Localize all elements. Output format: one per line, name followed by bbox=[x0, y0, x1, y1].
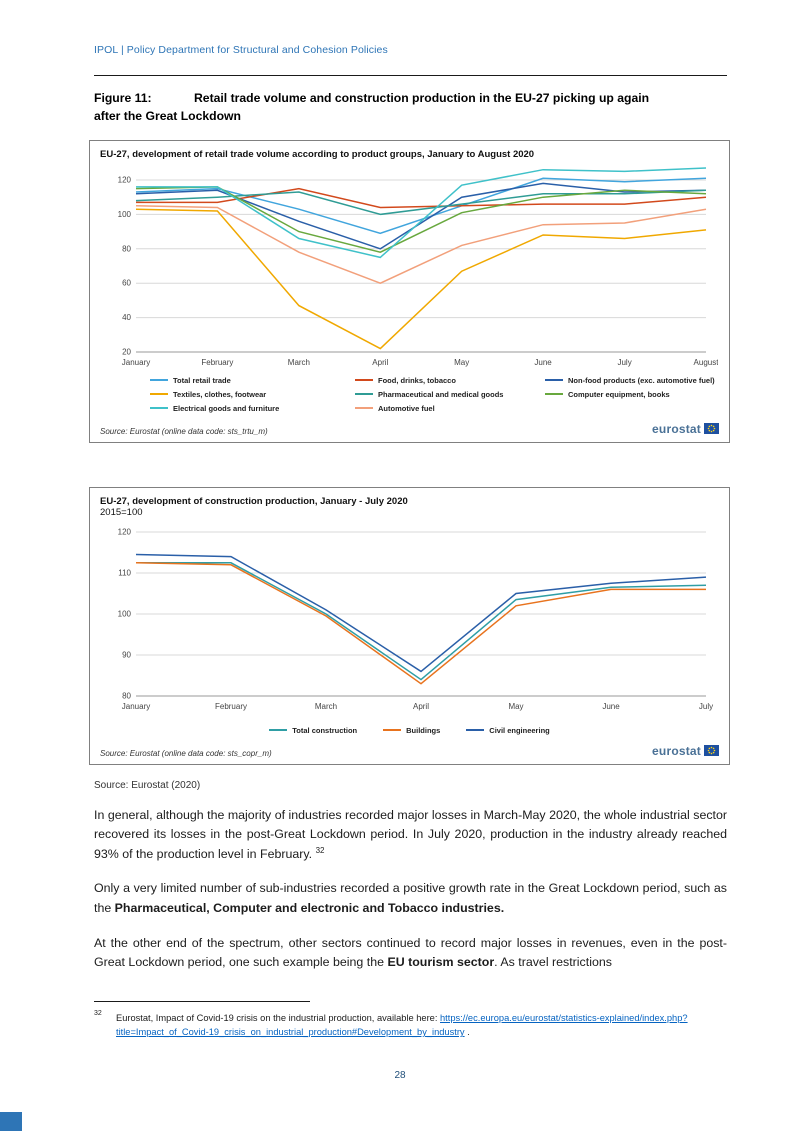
y-tick-label: 100 bbox=[117, 209, 131, 219]
legend-item bbox=[355, 404, 545, 413]
y-tick-label: 120 bbox=[117, 175, 131, 185]
x-tick-label: March bbox=[287, 357, 311, 367]
figure-source-note: Source: Eurostat (2020) bbox=[94, 779, 201, 791]
footnote-body: Eurostat, Impact of Covid-19 crisis on the industrial production, available here: bbox=[116, 1012, 441, 1023]
legend-swatch bbox=[269, 729, 287, 731]
legend-label: Textiles, clothes, footwear bbox=[173, 389, 267, 399]
y-tick-label: 90 bbox=[122, 650, 131, 660]
paragraph-3-end: . As travel restrictions bbox=[494, 955, 612, 970]
legend-swatch bbox=[466, 729, 484, 731]
series-line bbox=[136, 554, 706, 671]
paragraph-3-text: At the other end of the spectrum, other sectors continued to record major losses in revenues, even in the post-Great Lockdown period, one such example being the bbox=[94, 935, 727, 970]
legend-item bbox=[355, 390, 545, 399]
y-tick-label: 80 bbox=[122, 691, 131, 701]
legend-item bbox=[466, 726, 549, 735]
footnote-after: . bbox=[464, 1027, 470, 1038]
construction-plot bbox=[100, 522, 718, 718]
legend-item bbox=[383, 726, 440, 735]
x-tick-label: January bbox=[121, 701, 151, 711]
footnote-section bbox=[94, 1001, 727, 1040]
legend-label: Total construction bbox=[292, 725, 358, 735]
footnote-marker: 32 bbox=[94, 1009, 102, 1017]
paragraph-2-text: Only a very limited number of sub-industries recorded a positive growth rate in the Great Lockdown period, such as the bbox=[94, 881, 727, 915]
x-tick-label: April bbox=[372, 357, 389, 367]
legend-label: Automotive fuel bbox=[378, 403, 435, 413]
x-tick-label: July bbox=[698, 701, 714, 711]
retail-chart-footer bbox=[100, 422, 719, 436]
paragraph-2 bbox=[94, 879, 727, 918]
series-line bbox=[136, 205, 706, 282]
construction-chart-box bbox=[89, 487, 730, 765]
header-rule bbox=[94, 75, 727, 76]
legend-swatch bbox=[150, 407, 168, 409]
x-tick-label: March bbox=[314, 701, 338, 711]
footnote-text bbox=[116, 1011, 727, 1040]
legend-item bbox=[545, 376, 719, 385]
construction-chart-source: Source: Eurostat (online data code: sts_copr_m) bbox=[100, 748, 272, 758]
series-line bbox=[136, 562, 706, 679]
x-tick-label: January bbox=[121, 357, 151, 367]
legend-swatch bbox=[355, 379, 373, 381]
legend-label: Food, drinks, tobacco bbox=[378, 375, 456, 385]
legend-label: Buildings bbox=[406, 725, 441, 735]
legend-swatch bbox=[150, 379, 168, 381]
paragraph-1 bbox=[94, 806, 727, 865]
legend-swatch bbox=[383, 729, 401, 731]
legend-label: Total retail trade bbox=[173, 375, 231, 385]
legend-label: Pharmaceutical and medical goods bbox=[378, 389, 504, 399]
y-tick-label: 80 bbox=[122, 243, 131, 253]
page-header: IPOL | Policy Department for Structural and Cohesion Policies bbox=[94, 44, 388, 56]
paragraph-1-text: In general, although the majority of industries recorded major losses in March-May 2020, the whole industrial sector recovered its losses in the post-Great Lockdown period. In July 2020, production in the industry already reached 93% of the production level in February. bbox=[94, 807, 727, 861]
legend-swatch bbox=[150, 393, 168, 395]
paragraph-2-bold: Pharmaceutical, Computer and electronic and Tobacco industries. bbox=[114, 900, 505, 915]
footnote-32 bbox=[94, 1011, 727, 1040]
footnote-ref-32[interactable]: 32 bbox=[315, 845, 325, 855]
figure-label: Figure 11: bbox=[94, 91, 152, 105]
legend-label: Computer equipment, books bbox=[568, 389, 670, 399]
retail-chart-source: Source: Eurostat (online data code: sts_trtu_m) bbox=[100, 426, 268, 436]
legend-label: Civil engineering bbox=[489, 725, 550, 735]
legend-item bbox=[355, 376, 545, 385]
construction-legend bbox=[100, 726, 719, 735]
page-number: 28 bbox=[394, 1070, 406, 1081]
paragraph-3-bold: EU tourism sector bbox=[387, 955, 495, 970]
construction-chart-footer bbox=[100, 744, 719, 758]
construction-chart-subtitle: 2015=100 bbox=[100, 506, 143, 518]
eurostat-wordmark: eurostat bbox=[652, 743, 701, 758]
legend-item bbox=[150, 390, 355, 399]
eu-flag-icon bbox=[704, 423, 719, 434]
series-line bbox=[136, 209, 706, 348]
legend-swatch bbox=[355, 407, 373, 409]
legend-label: Electrical goods and furniture bbox=[173, 403, 280, 413]
figure-title-text: Retail trade volume and construction production in the EU-27 picking up again bbox=[194, 91, 650, 105]
legend-swatch bbox=[355, 393, 373, 395]
x-tick-label: May bbox=[454, 357, 470, 367]
legend-swatch bbox=[545, 379, 563, 381]
eu-flag-icon bbox=[704, 745, 719, 756]
y-tick-label: 60 bbox=[122, 278, 131, 288]
y-tick-label: 110 bbox=[118, 568, 131, 578]
x-tick-label: August bbox=[693, 357, 718, 367]
x-tick-label: May bbox=[508, 701, 524, 711]
y-tick-label: 40 bbox=[122, 312, 131, 322]
y-tick-label: 120 bbox=[117, 527, 131, 537]
corner-accent-square bbox=[0, 1112, 22, 1131]
retail-chart-title: EU-27, development of retail trade volume according to product groups, January to August 2020 bbox=[100, 148, 535, 160]
series-line bbox=[136, 562, 706, 683]
figure-caption-line1 bbox=[94, 89, 727, 107]
legend-item bbox=[150, 376, 355, 385]
series-line bbox=[136, 178, 706, 233]
x-tick-label: July bbox=[617, 357, 632, 367]
y-tick-label: 100 bbox=[117, 609, 131, 619]
eurostat-logo bbox=[652, 422, 719, 436]
legend-item bbox=[545, 390, 719, 399]
retail-trade-legend bbox=[150, 376, 719, 413]
legend-label: Non-food products (exc. automotive fuel) bbox=[568, 375, 715, 385]
footnote-separator bbox=[94, 1001, 310, 1002]
retail-trade-chart-box bbox=[89, 140, 730, 443]
figure-caption bbox=[94, 89, 727, 126]
y-tick-label: 20 bbox=[122, 347, 131, 357]
eurostat-logo bbox=[652, 744, 719, 758]
x-tick-label: June bbox=[602, 701, 620, 711]
legend-swatch bbox=[545, 393, 563, 395]
x-tick-label: June bbox=[534, 357, 552, 367]
retail-trade-plot bbox=[100, 164, 718, 372]
paragraph-3 bbox=[94, 934, 727, 973]
x-tick-label: February bbox=[214, 701, 248, 711]
figure-caption-line2: after the Great Lockdown bbox=[94, 109, 241, 124]
x-tick-label: April bbox=[412, 701, 430, 711]
footnote-link[interactable]: https://ec.europa.eu/eurostat/statistics-explained/index.php?title=Impact_of_Covid-19_crisis_on_industrial_production#Development_by_industry bbox=[116, 1012, 688, 1038]
legend-item bbox=[269, 726, 357, 735]
legend-item bbox=[150, 404, 355, 413]
x-tick-label: February bbox=[201, 357, 234, 367]
eurostat-wordmark: eurostat bbox=[652, 421, 701, 436]
construction-chart-title: EU-27, development of construction production, January - July 2020 bbox=[100, 495, 408, 507]
